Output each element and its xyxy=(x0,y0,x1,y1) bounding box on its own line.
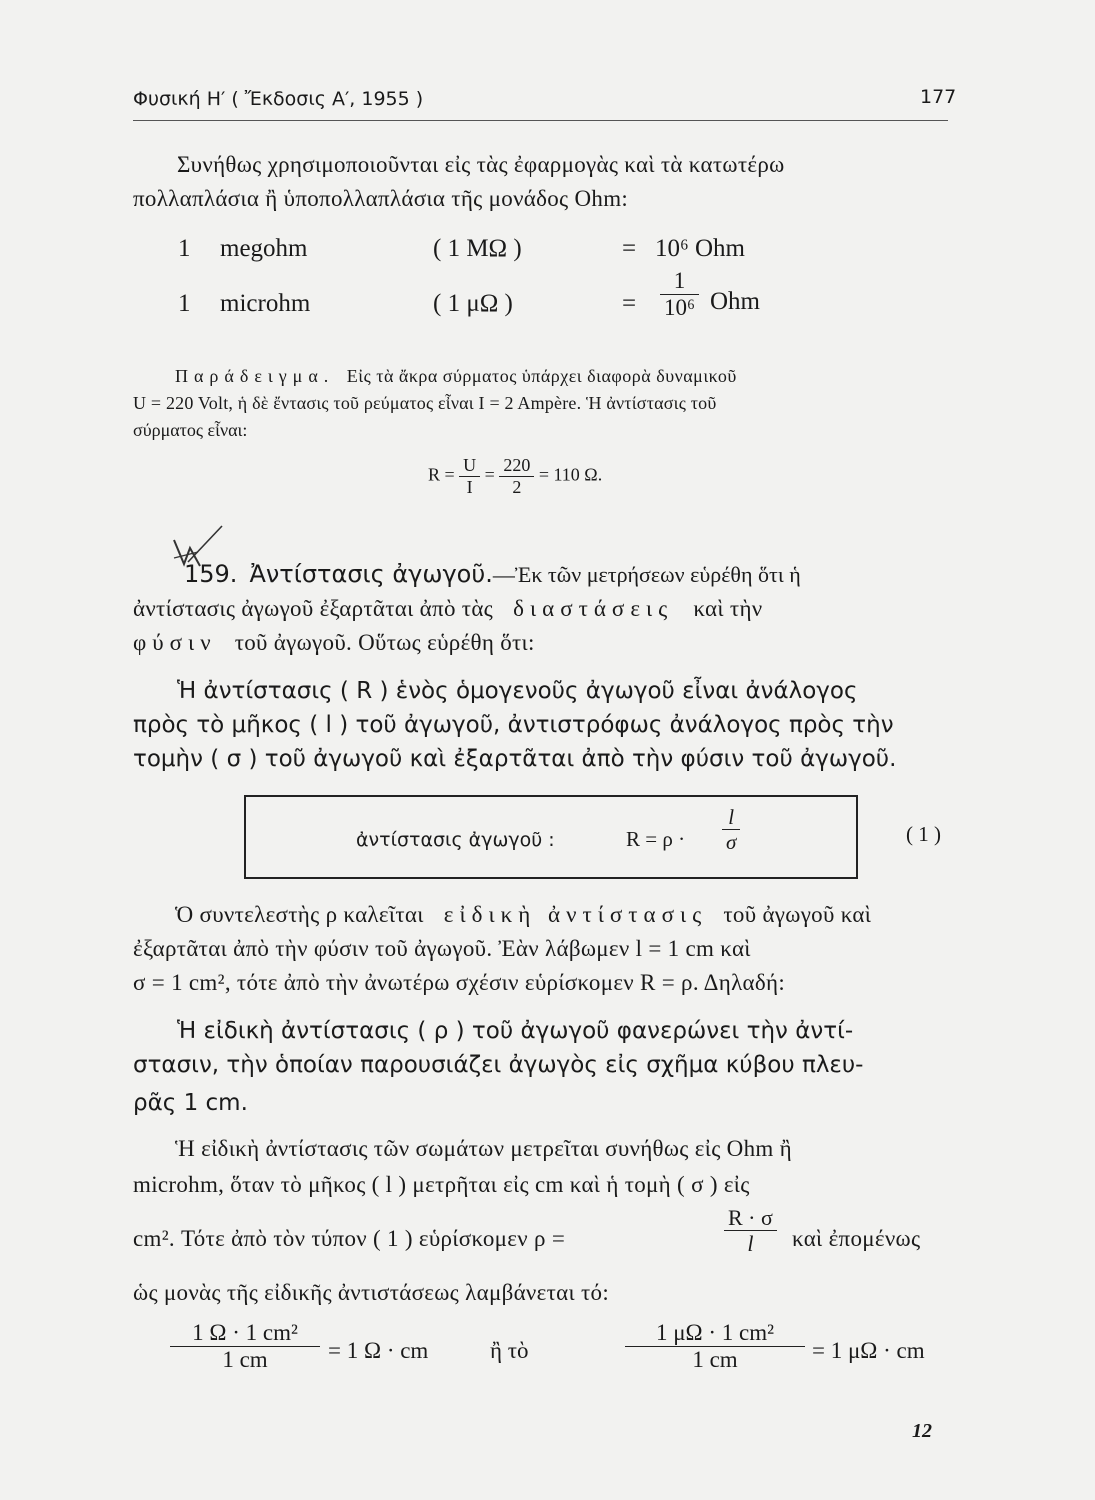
formula-label: ἀντίστασις ἀγωγοῦ : xyxy=(356,829,555,851)
section-line-2: ἀντίστασις ἀγωγοῦ ἐξαρτᾶται ἀπὸ τὰς διαστάσεις καὶ τὴν xyxy=(133,596,763,621)
law-line-1: Ἡ ἀντίστασις ( R ) ἑνὸς ὁμογενοῦς ἀγωγοῦ εἶναι ἀνάλογος xyxy=(177,678,858,704)
specific-line-1: Ἡ εἰδικὴ ἀντίστασις ( ρ ) τοῦ ἀγωγοῦ φανερώνει τὴν ἀντί- xyxy=(177,1018,854,1044)
intro-line-2: πολλαπλάσια ἢ ὑποπολλαπλάσια τῆς μονάδος Ohm: xyxy=(133,186,629,211)
formula-lhs: R = ρ · xyxy=(626,827,686,851)
section-number: 159. xyxy=(184,560,238,588)
section-title: Ἀντίστασις ἀγωγοῦ. xyxy=(249,560,493,588)
header-rule xyxy=(133,120,948,121)
coefficient-line-1: Ὁ συντελεστὴς ρ καλεῖται εἰδικὴ ἀντίστασις τοῦ ἀγωγοῦ καὶ xyxy=(175,902,872,927)
measure-line-3: cm². Τότε ἀπὸ τὸν τύπον ( 1 ) εὑρίσκομεν ρ = xyxy=(133,1226,566,1251)
law-line-3: τομὴν ( σ ) τοῦ ἀγωγοῦ καὶ ἐξαρτᾶται ἀπὸ τὴν φύσιν τοῦ ἀγωγοῦ. xyxy=(133,746,897,772)
specific-line-3: ρᾶς 1 cm. xyxy=(133,1090,248,1116)
coefficient-line-3: σ = 1 cm², τότε ἀπὸ τὴν ἀνωτέρω σχέσιν εὑρίσκομεν R = ρ. Δηλαδή: xyxy=(133,970,786,995)
section-line-3: φύσιν τοῦ ἀγωγοῦ. Οὕτως εὑρέθη ὅτι: xyxy=(133,630,535,655)
example-line-1: Παράδειγμα. Εἰς τὰ ἄκρα σύρματος ὑπάρχει διαφορὰ δυναμικοῦ xyxy=(175,366,737,386)
measure-line-4: ὡς μονὰς τῆς εἰδικῆς ἀντιστάσεως λαμβάνεται τό: xyxy=(133,1280,610,1305)
example-line-2: U = 220 Volt, ἡ δὲ ἔντασις τοῦ ρεύματος εἶναι I = 2 Ampère. Ἡ ἀντίστασις τοῦ xyxy=(133,393,717,413)
measure-line-3-end: καὶ ἐπομένως xyxy=(792,1226,921,1251)
unit-fraction-ohm: $\frac{\text{1 Ω · 1 cm²}}{1 cm}$ xyxy=(170,1320,320,1374)
rho-fraction: $\frac{R \cdot \sigma}{l}$ xyxy=(724,1205,777,1257)
signature-mark: 12 xyxy=(912,1420,932,1442)
formula-box xyxy=(244,795,858,879)
law-line-2: πρὸς τὸ μῆκος ( l ) τοῦ ἀγωγοῦ, ἀντιστρόφως ἀνάλογος πρὸς τὴν xyxy=(133,712,894,738)
page-number: 177 xyxy=(920,86,957,108)
unit-result-microohm-cm: = 1 μΩ · cm xyxy=(812,1338,925,1363)
specific-line-2: στασιν, τὴν ὁποίαν παρουσιάζει ἀγωγὸς εἰς σχῆμα κύβου πλευ- xyxy=(133,1052,864,1078)
measure-line-1: Ἡ εἰδικὴ ἀντίστασις τῶν σωμάτων μετρεῖται συνήθως εἰς Ohm ἢ xyxy=(175,1136,792,1161)
equation-number: ( 1 ) xyxy=(906,822,941,846)
or-connector: ἢ τὸ xyxy=(490,1338,529,1363)
intro-line-1: Συνήθως χρησιμοποιοῦνται εἰς τὰς ἐφαρμογὰς καὶ τὰ κατωτέρω xyxy=(177,152,785,177)
running-title: Φυσική Η′ ( Ἔκδοσις Α′, 1955 ) xyxy=(133,88,424,110)
book-page: Φυσική Η′ ( Ἔκδοσις Α′, 1955 ) 177 Συνήθως χρησιμοποιοῦνται εἰς τὰς ἐφαρμογὰς καὶ τὰ κατωτέρω πολλαπλάσια ἢ ὑποπολλαπλάσια τῆς μονάδος Ohm: 1 megohm ( 1 MΩ ) = 10⁶ Ohm 1 microhm ( 1 μΩ ) = $\frac{1}{\text{10⁶}}$ Ohm Παράδειγμα. Εἰς τὰ ἄκρα σύρματος ὑπάρχει διαφορὰ δυναμικοῦ U = 220 Volt, ἡ δὲ ἔντασις τοῦ ρεύματος εἶναι I = 2 Ampère. Ἡ ἀντίστασις τοῦ σύρματος εἶναι: R = $\frac{U}{I}$ = $\frac{220}{2}$ = 110 Ω. 159. Ἀντίστασις ἀγωγοῦ.—Ἐκ τῶν μετρήσεων εὑρέθη ὅτι ἡ ἀντίστασις ἀγωγοῦ ἐξαρτᾶται ἀπὸ τὰς διαστάσεις καὶ τὴν φύσιν τοῦ ἀγωγοῦ. Οὕτως εὑρέθη ὅτι: Ἡ ἀντίστασις ( R ) ἑνὸς ὁμογενοῦς ἀγωγοῦ εἶναι ἀνάλογος πρὸς τὸ μῆκος ( l ) τοῦ ἀγωγοῦ, ἀντιστρόφως ἀνάλογος πρὸς τὴν τομὴν ( σ ) τοῦ ἀγωγοῦ καὶ ἐξαρτᾶται ἀπὸ τὴν φύσιν τοῦ ἀγωγοῦ. ἀντίστασις ἀγωγοῦ : R = ρ · $\frac{l}{\sigma}$ ( 1 ) Ὁ συντελεστὴς ρ καλεῖται εἰδικὴ ἀντίστασις τοῦ ἀγωγοῦ καὶ ἐξαρτᾶται ἀπὸ τὴν φύσιν τοῦ ἀγωγοῦ. Ἐὰν λάβωμεν l = 1 cm καὶ σ = 1 cm², τότε ἀπὸ τὴν ἀνωτέρω σχέσιν εὑρίσκομεν R = ρ. Δηλαδή: Ἡ εἰδικὴ ἀντίστασις ( ρ ) τοῦ ἀγωγοῦ φανερώνει τὴν ἀντί- στασιν, τὴν ὁποίαν παρουσιάζει ἀγωγὸς εἰς σχῆμα κύβου πλευ- ρᾶς 1 cm. Ἡ εἰδικὴ ἀντίστασις τῶν σωμάτων μετρεῖται συνήθως εἰς Ohm ἢ microhm, ὅταν τὸ μῆκος ( l ) μετρῆται εἰς cm καὶ ἡ τομὴ ( σ ) εἰς cm². Τότε ἀπὸ τὸν τύπον ( 1 ) εὑρίσκομεν ρ = $\frac{R \cdot \sigma}{l}$ καὶ ἐπομένως ὡς μονὰς τῆς εἰδικῆς ἀντιστάσεως λαμβάνεται τό: $\frac{\text{1 Ω · 1 cm²}}{1 cm}$ = 1 Ω · cm ἢ τὸ $\frac{\text{1 μΩ · 1 cm²}}{1 cm}$ = 1 μΩ · cm 12 xyxy=(133,86,957,1442)
example-line-3: σύρματος εἶναι: xyxy=(133,420,248,440)
unit-fraction-microohm: $\frac{\text{1 μΩ · 1 cm²}}{1 cm}$ xyxy=(625,1320,805,1374)
coefficient-line-2: ἐξαρτᾶται ἀπὸ τὴν φύσιν τοῦ ἀγωγοῦ. Ἐὰν λάβωμεν l = 1 cm καὶ xyxy=(133,936,751,961)
measure-line-2: microhm, ὅταν τὸ μῆκος ( l ) μετρῆται εἰς cm καὶ ἡ τομὴ ( σ ) εἰς xyxy=(133,1172,750,1197)
fraction-one-over-ten-six: $\frac{1}{\text{10⁶}}$ xyxy=(660,268,699,322)
unit-result-ohm-cm: = 1 Ω · cm xyxy=(328,1338,429,1363)
section-heading-line: 159. Ἀντίστασις ἀγωγοῦ.—Ἐκ τῶν μετρήσεων εὑρέθη ὅτι ἡ xyxy=(184,560,801,588)
example-formula: R = $\frac{U}{I}$ = $\frac{220}{2}$ = 110 Ω. xyxy=(428,455,603,497)
formula-fraction: $\frac{l}{\sigma}$ xyxy=(722,805,740,854)
